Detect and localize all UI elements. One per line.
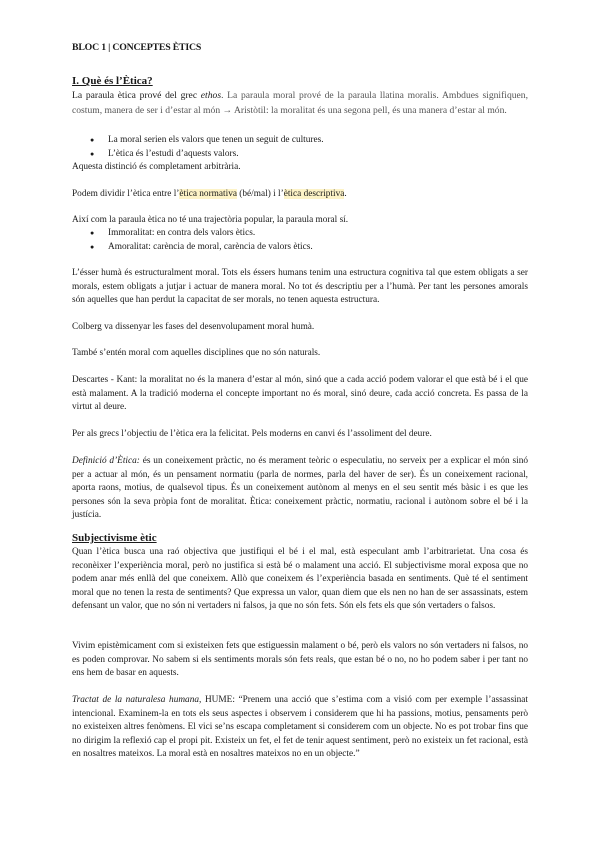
divide-paragraph	[72, 188, 528, 202]
definition-label: Definició d’Ètica:	[72, 456, 140, 466]
list-item: ● L’ètica és l’estudi d’aquests valors.	[72, 148, 528, 162]
hume-quote-text: , HUME: “Prenem una acció que s’estima com a visió com per exemple l’assassinat intencional. Examinem-la en tots els seus aspectes i observem i considerem que hi ha passions, motius, pensaments però no existeixen altres fenòmens. El vici se’ns escapa completament si considerem com un objecte. No es pot trobar fins que no dirigim la reflexió cap el propi pit. Existeix un fet, el fet de tenir aquest sentiment, però no existeix un fet racional, està en nosaltres mateixos. La moral està en nosaltres mateixos no en un objecte.”	[72, 695, 528, 760]
hume-treatise-title: Tractat de la naturalesa humana	[72, 695, 200, 705]
highlight-normative-ethics: ètica normativa	[179, 189, 237, 199]
list-item: ● Amoralitat: carència de moral, carència de valors ètics.	[72, 241, 528, 255]
definitions-list	[72, 134, 528, 161]
divide-text-b: (bé/mal) i l’	[236, 189, 284, 199]
intro-text-b: . La paraula moral prové de la paraula llatina moralis. Ambdues signifiquen, costum, manera de ser i d’estar al món → Aristòtil: la moralitat és una segona pell, és una manera d’estar al món.	[72, 90, 529, 116]
moral-word-paragraph: Així com la paraula ètica no té una trajectòria popular, la paraula moral sí.	[72, 215, 349, 225]
subjectivism-paragraph-1: Quan l’ètica busca una raó objectiva que justifiqui el bé i el mal, està especulant amb l’arbitrarietat. Una cosa és reconèixer l’experiència moral, però no justifica si està bé o malament una acció. El subjectivisme moral exposa que no podem anar més enllà del que coneixem. Allò que coneixem és l’experiència basada en sentiments. Què té el sentiment moral que no tenen la resta de sentiments? Que expressa un valor, quan diem que els nen no han de ser assassinats, estem defensant un valor, que no són ni vertaders ni falsos, ja que no són fets. Són els fets els que són vertaders o falsos.	[72, 547, 528, 612]
immorality-list	[72, 227, 528, 254]
list-item: ● La moral serien els valors que tenen un seguit de cultures.	[72, 134, 528, 148]
disciplines-paragraph: També s’entén moral com aquelles disciplines que no són naturals.	[72, 348, 321, 358]
greeks-paragraph: Per als grecs l’objectiu de l’ètica era la felicitat. Pels moderns en canvi és l’assoliment del deure.	[72, 429, 432, 439]
descartes-kant-paragraph: Descartes - Kant: la moralitat no és la manera d’estar al món, sinó que a cada acció podem valorar el que està bé i el que està malament. A la tradició moderna el concepte important no és moral, sinó deure, cada acció concreta. Es passa de la virtut al deure.	[72, 375, 528, 413]
human-moral-paragraph: L’ésser humà és estructuralment moral. Tots els éssers humans tenim una estructura cognitiva tal que estem obligats a ser morals, estem obligats a jutjar i actuar de manera moral. No tot és descriptiu per a l’humà. Per tant les persones amorals són aquelles que han perdut la capacitat de ser morals, no tenen aquesta estructura.	[72, 268, 528, 306]
hume-quote-paragraph	[72, 694, 528, 762]
intro-paragraph	[72, 89, 528, 119]
document-header: BLOC 1 | CONCEPTES ÈTICS	[72, 42, 202, 53]
colberg-paragraph: Colberg va dissenyar les fases del desenvolupament moral humà.	[72, 322, 315, 332]
intro-ethos-term: ethos	[200, 90, 222, 101]
section-title-ethics: I. Què és l’Ètica?	[72, 75, 153, 87]
distinction-paragraph: Aquesta distinció és completament arbitrària.	[72, 162, 241, 172]
highlight-descriptive-ethics: ètica descriptiva	[283, 189, 345, 199]
ethics-definition-paragraph	[72, 455, 528, 523]
intro-text-a: La paraula ètica prové del grec	[72, 90, 201, 101]
definition-text: és un coneixement pràctic, no és merament teòric o especulatiu, no serveix per a explicar el món sinó per a actuar al món, és un pensament normatiu (parla de normes, parla del haver de ser). És un coneixement racional, aporta raons, motius, de qualsevol tipus. És un coneixement autònom al menys en el seu sentit més bàsic i es que les persones són la seva pròpia font de moralitat. Ètica: coneixement pràctic, normatiu, racional i autònom sobre el bé i la justícia.	[72, 456, 528, 521]
divide-text-c: .	[344, 189, 347, 199]
subjectivism-paragraph-2: Vivim epistèmicament com si existeixen fets que estiguessin malament o bé, però els valors no són vertaders ni falsos, no es poden comprovar. No sabem si els sentiments morals són fets reals, que estan bé o no, no ho podem saber i per tant no ens hem de basar en aquests.	[72, 641, 528, 679]
section-title-subjectivism: Subjectivisme ètic	[72, 532, 157, 544]
list-item: ● Immoralitat: en contra dels valors ètics.	[72, 227, 528, 241]
divide-text-a: Podem dividir l’ètica entre l’	[72, 189, 180, 199]
